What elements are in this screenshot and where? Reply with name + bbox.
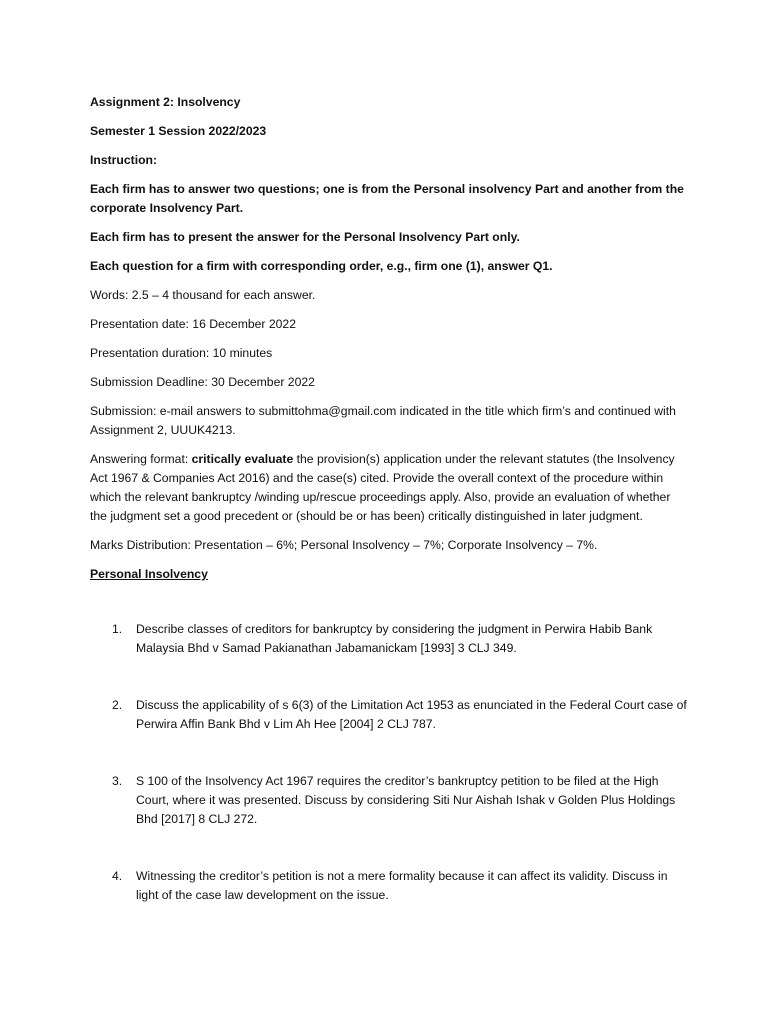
session-line: Semester 1 Session 2022/2023 bbox=[90, 124, 267, 138]
marks-distribution: Marks Distribution: Presentation – 6%; Personal Insolvency – 7%; Corporate Insolvency – 7%. bbox=[90, 538, 598, 552]
question-list bbox=[90, 620, 690, 905]
instruction-question-order: Each question for a firm with corresponding order, e.g., firm one (1), answer Q1. bbox=[90, 259, 553, 273]
answering-format-prefix: Answering format: bbox=[90, 452, 192, 466]
instruction-heading: Instruction: bbox=[90, 153, 158, 167]
question-number: 3. bbox=[112, 774, 123, 788]
question-item bbox=[90, 867, 690, 905]
section-heading-personal-insolvency: Personal Insolvency bbox=[90, 567, 208, 581]
presentation-duration: Presentation duration: 10 minutes bbox=[90, 346, 273, 360]
section-spacer bbox=[90, 594, 690, 620]
question-text: Discuss the applicability of s 6(3) of the Limitation Act 1953 as enunciated in the Federal Court case of Perwira Affin Bank Bhd v Lim Ah Hee [2004] 2 CLJ 787. bbox=[136, 698, 687, 731]
question-item bbox=[90, 772, 690, 829]
question-text: Describe classes of creditors for bankruptcy by considering the judgment in Perwira Habib Bank Malaysia Bhd v Samad Pakianathan Jabamanickam [1993] 3 CLJ 349. bbox=[136, 622, 653, 655]
answering-format-emphasis: critically evaluate bbox=[191, 452, 294, 466]
document-body bbox=[90, 93, 690, 943]
instruction-present-answer: Each firm has to present the answer for the Personal Insolvency Part only. bbox=[90, 230, 520, 244]
word-count-requirement: Words: 2.5 – 4 thousand for each answer. bbox=[90, 288, 316, 302]
assignment-title: Assignment 2: Insolvency bbox=[90, 95, 241, 109]
presentation-date: Presentation date: 16 December 2022 bbox=[90, 317, 296, 331]
submission-deadline: Submission Deadline: 30 December 2022 bbox=[90, 375, 315, 389]
question-number: 4. bbox=[112, 869, 123, 883]
question-number: 2. bbox=[112, 698, 123, 712]
answering-format-body: the provision(s) application under the relevant statutes (the Insolvency Act 1967 & Companies Act 2016) and the case(s) cited. Provide the overall context of the procedure within which the relevant bankruptcy /winding up/rescue proceedings apply. Also, provide an evaluation of whether the judgment set a good precedent or (should be or has been) critically distinguished in later judgment. bbox=[90, 452, 675, 523]
question-item bbox=[90, 620, 690, 658]
question-text: S 100 of the Insolvency Act 1967 requires the creditor’s bankruptcy petition to be filed at the High Court, where it was presented. Discuss by considering Siti Nur Aishah Ishak v Golden Plus Holdings Bhd [2017] 8 CLJ 272. bbox=[136, 774, 676, 826]
answering-format bbox=[90, 450, 690, 526]
question-number: 1. bbox=[112, 622, 123, 636]
instruction-two-questions: Each firm has to answer two questions; one is from the Personal insolvency Part and another from the corporate Insolvency Part. bbox=[90, 182, 684, 215]
submission-instructions: Submission: e-mail answers to submittohma@gmail.com indicated in the title which firm’s and continued with Assignment 2, UUUK4213. bbox=[90, 404, 676, 437]
question-item bbox=[90, 696, 690, 734]
question-text: Witnessing the creditor’s petition is not a mere formality because it can affect its validity. Discuss in light of the case law development on the issue. bbox=[136, 869, 668, 902]
